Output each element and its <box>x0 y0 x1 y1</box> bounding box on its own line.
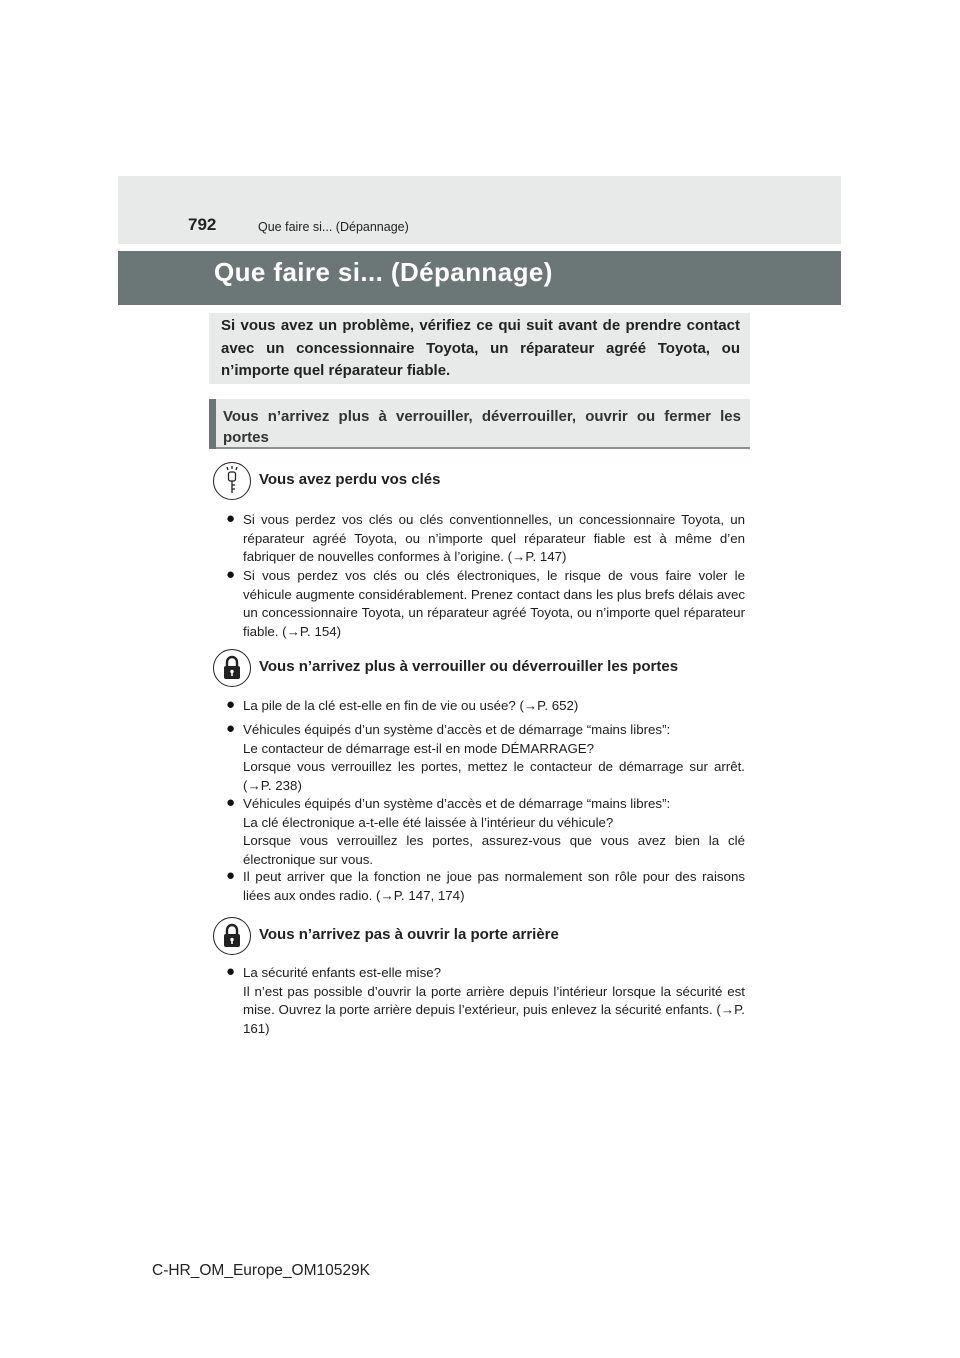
bullet-icon: ● <box>226 867 236 884</box>
intro-text: Si vous avez un problème, vérifiez ce qui suit avant de prendre contact avec un concessionnaire Toyota, un réparateur agréé Toyota, ou n’importe quel réparateur fiable. <box>221 317 740 379</box>
subsection-heading-rear-door: Vous n’arrivez pas à ouvrir la porte arrière <box>259 926 559 943</box>
subsection-heading-lock-unlock: Vous n’arrivez plus à verrouiller ou déverrouiller les portes <box>259 658 679 675</box>
list-item: Il peut arriver que la fonction ne joue pas normalement son rôle pour des raisons liées aux ondes radio. (→P. 147, 174) <box>243 869 745 903</box>
padlock-icon <box>213 649 251 687</box>
bullet-icon: ● <box>226 794 236 811</box>
list-item: La pile de la clé est-elle en fin de vie ou usée? (→P. 652) <box>243 698 579 713</box>
list-item: Véhicules équipés d’un système d’accès et de démarrage “mains libres”: La clé électronique a-t-elle été laissée à l’intérieur du véhicule? Lorsque vous verrouillez les portes, assurez-vous que vous avez bien la clé électronique sur vous. <box>243 796 745 867</box>
padlock-icon <box>213 917 251 955</box>
bullet-icon: ● <box>226 566 236 583</box>
list-item: Véhicules équipés d’un système d’accès et de démarrage “mains libres”: Le contacteur de démarrage est-il en mode DÉMARRAGE? Lorsque vous verrouillez les portes, mettez le contacteur de démarrage sur arrêt. (→P. 238) <box>243 722 745 793</box>
list-item: La sécurité enfants est-elle mise? Il n’est pas possible d’ouvrir la porte arrière depuis l’intérieur lorsque la sécurité est mise. Ouvrez la porte arrière depuis l’extérieur, puis enlevez la sécurité enfants. (→P. 161) <box>243 965 745 1036</box>
list-item: Si vous perdez vos clés ou clés électroniques, le risque de vous faire voler le véhicule augmente considérablement. Prenez contact dans les plus brefs délais avec un concessionnaire Toyota, un réparateur agréé Toyota, ou n’importe quel réparateur fiable. (→P. 154) <box>243 568 745 639</box>
running-head: Que faire si... (Dépannage) <box>258 220 409 234</box>
bullet-icon: ● <box>226 720 236 737</box>
subsection-heading-lost-keys: Vous avez perdu vos clés <box>259 471 441 488</box>
bullet-icon: ● <box>226 510 236 527</box>
footer-document-id: C-HR_OM_Europe_OM10529K <box>152 1262 370 1279</box>
header-band <box>118 176 841 244</box>
bullet-icon: ● <box>226 696 236 713</box>
key-icon <box>213 462 251 500</box>
bullet-icon: ● <box>226 963 236 980</box>
page-number: 792 <box>188 215 217 234</box>
list-item: Si vous perdez vos clés ou clés conventionnelles, un concessionnaire Toyota, un réparateur agréé Toyota, ou n’importe quel réparateur fiable est à même d’en fabriquer de nouvelles conformes à l’origine. (→P. 147) <box>243 512 745 564</box>
section-heading-bar <box>209 399 216 449</box>
section-heading: Vous n’arrivez plus à verrouiller, déverrouiller, ouvrir ou fermer les portes <box>223 408 741 446</box>
page-title: Que faire si... (Dépannage) <box>214 257 553 287</box>
